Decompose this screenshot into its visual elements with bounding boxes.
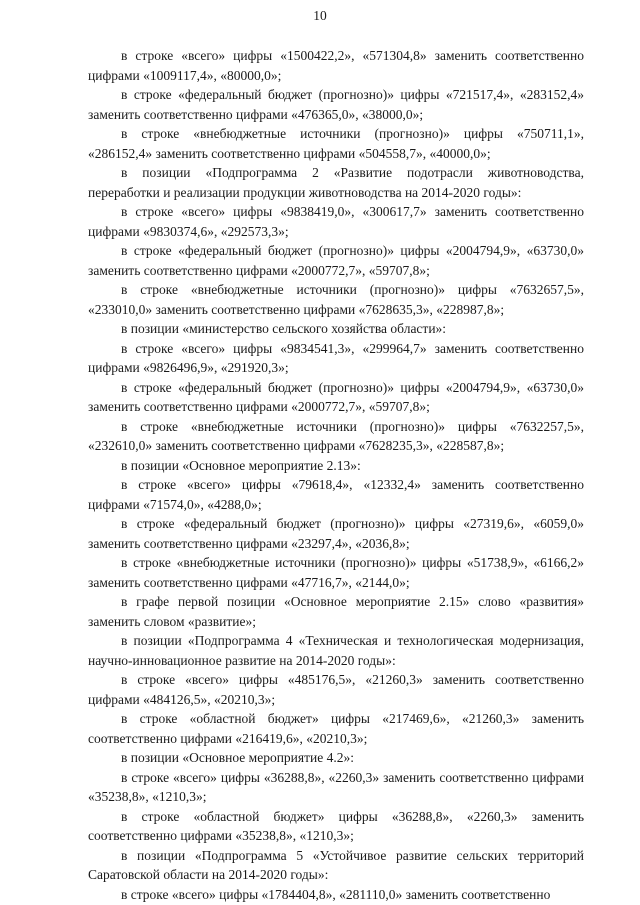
paragraph: в строке «областной бюджет» цифры «36288,8», «2260,3» заменить соответственно цифрами «35238,8», «1210,3»; bbox=[88, 808, 584, 843]
paragraph: в строке «всего» цифры «9834541,3», «299964,7» заменить соответственно цифрами «9826496,9», «291920,3»; bbox=[88, 340, 584, 375]
paragraph: в строке «всего» цифры «9838419,0», «300617,7» заменить соответственно цифрами «9830374,6», «292573,3»; bbox=[88, 204, 584, 239]
paragraph: в строке «всего» цифры «485176,5», «21260,3» заменить соответственно цифрами «484126,5», «20210,3»; bbox=[88, 672, 584, 707]
paragraph: в строке «всего» цифры «1784404,8», «281110,0» заменить соответственно bbox=[121, 886, 551, 902]
paragraph: в позиции «Подпрограмма 5 «Устойчивое развитие сельских территорий Саратовской области на 2014-2020 годы»: bbox=[88, 847, 584, 882]
paragraph: в строке «внебюджетные источники (прогнозно)» цифры «750711,1», «286152,4» заменить соответственно цифрами «504558,7», «40000,0»; bbox=[88, 126, 584, 161]
document-body bbox=[88, 46, 584, 904]
paragraph: в позиции «Основное мероприятие 4.2»: bbox=[121, 750, 354, 765]
paragraph: в строке «всего» цифры «79618,4», «12332,4» заменить соответственно цифрами «71574,0», «4288,0»; bbox=[88, 477, 584, 512]
paragraph: в строке «федеральный бюджет (прогнозно)» цифры «721517,4», «283152,4» заменить соответственно цифрами «476365,0», «38000,0»; bbox=[88, 87, 584, 122]
paragraph: в позиции «министерство сельского хозяйства области»: bbox=[121, 321, 447, 336]
paragraph: в графе первой позиции «Основное мероприятие 2.15» слово «развития» заменить словом «развитие»; bbox=[88, 594, 584, 629]
paragraph: в строке «областной бюджет» цифры «217469,6», «21260,3» заменить соответственно цифрами «216419,6», «20210,3»; bbox=[88, 711, 584, 746]
paragraph: в строке «внебюджетные источники (прогнозно)» цифры «7632257,5», «232610,0» заменить соответственно цифрами «7628235,3», «228587,8»; bbox=[88, 418, 584, 453]
paragraph: в позиции «Подпрограмма 4 «Техническая и технологическая модернизация, научно-инновационное развитие на 2014-2020 годы»: bbox=[88, 633, 584, 668]
paragraph: в строке «федеральный бюджет (прогнозно)» цифры «27319,6», «6059,0» заменить соответственно цифрами «23297,4», «2036,8»; bbox=[88, 516, 584, 551]
paragraph: в позиции «Подпрограмма 2 «Развитие подотрасли животноводства, переработки и реализации продукции животноводства на 2014-2020 годы»: bbox=[88, 165, 584, 200]
paragraph: в строке «внебюджетные источники (прогнозно)» цифры «51738,9», «6166,2» заменить соответственно цифрами «47716,7», «2144,0»; bbox=[88, 555, 584, 590]
paragraph: в строке «федеральный бюджет (прогнозно)» цифры «2004794,9», «63730,0» заменить соответственно цифрами «2000772,7», «59707,8»; bbox=[88, 243, 584, 278]
paragraph: в позиции «Основное мероприятие 2.13»: bbox=[121, 457, 361, 473]
paragraph: в строке «всего» цифры «1500422,2», «571304,8» заменить соответственно цифрами «1009117,4», «80000,0»; bbox=[88, 48, 584, 83]
paragraph: в строке «федеральный бюджет (прогнозно)» цифры «2004794,9», «63730,0» заменить соответственно цифрами «2000772,7», «59707,8»; bbox=[88, 379, 584, 414]
page-number: 10 bbox=[313, 8, 327, 23]
paragraph: в строке «внебюджетные источники (прогнозно)» цифры «7632657,5», «233010,0» заменить соответственно цифрами «7628635,3», «228987,8»; bbox=[88, 282, 584, 317]
paragraph: в строке «всего» цифры «36288,8», «2260,3» заменить соответственно цифрами «35238,8», «1210,3»; bbox=[88, 769, 584, 804]
